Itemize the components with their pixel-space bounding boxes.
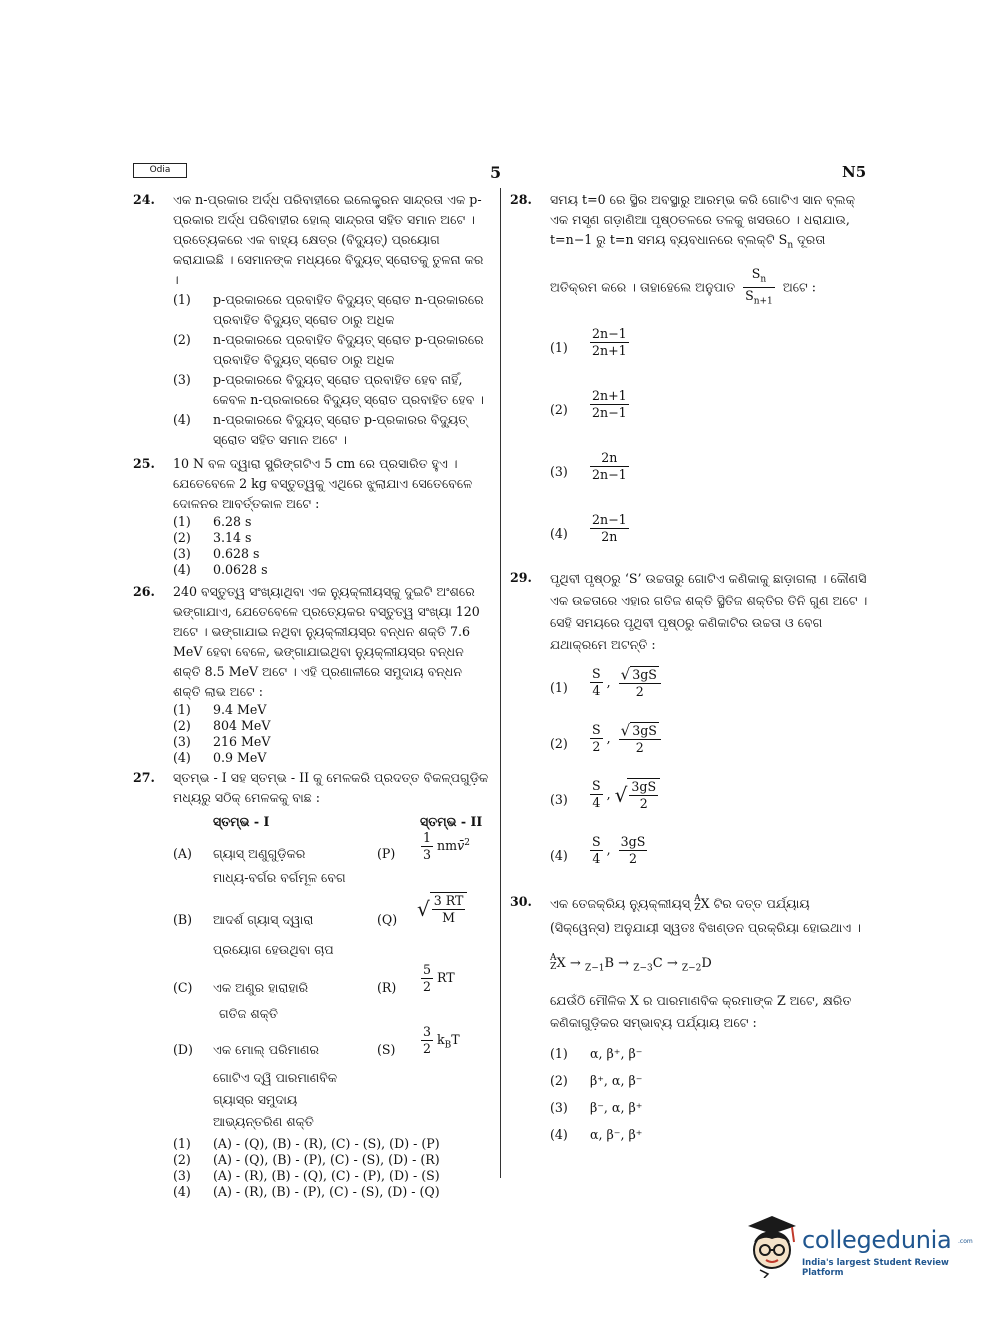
row-d-text-3: ଗ୍ୟାସ୍‌ର ସମୁଦାୟ xyxy=(213,1092,298,1107)
option-number: (2) xyxy=(550,401,568,417)
option[interactable] xyxy=(173,1136,493,1152)
stem-end-2: ଅଟେ : xyxy=(782,279,817,295)
option[interactable] xyxy=(173,514,493,530)
option-a-den: 4 xyxy=(592,795,601,811)
options-27 xyxy=(133,1136,493,1200)
options-25 xyxy=(133,514,493,578)
stem-text-2: ଟିର ଦତ୍ତ ପର୍ଯ୍ୟାୟ (ସିକ୍ୱେନ୍ସ) ଅନୁଯାୟୀ ସ୍ୱତଃ ବିଖଣ୍ଡନ ପ୍ରକ୍ରିୟା ହୋଇଥାଏ । xyxy=(550,895,861,935)
option[interactable] xyxy=(173,1152,493,1168)
option[interactable] xyxy=(173,718,493,734)
brand-name: collegedunia xyxy=(802,1226,952,1254)
chain-sub-1: Z−1 xyxy=(584,963,605,974)
chain-d: D xyxy=(701,955,712,971)
row-label-d: (D) xyxy=(173,1042,193,1057)
ratio-den-sub: n+1 xyxy=(753,296,773,307)
option-text: 0.628 s xyxy=(213,546,260,561)
question-stem xyxy=(550,190,870,256)
stem-text-2: ଅତିକ୍ରମ କରେ । ତାହାହେଲେ ଅନୁପାତ xyxy=(550,279,736,295)
option[interactable] xyxy=(173,562,493,578)
option-text: (A) - (R), (B) - (Q), (C) - (P), (D) - (S) xyxy=(213,1168,440,1183)
left-column xyxy=(133,190,493,1200)
option-b-num: 3gS xyxy=(620,833,646,849)
option-number: (2) xyxy=(173,332,191,347)
option[interactable] xyxy=(173,546,493,562)
formula-p-tail: nm xyxy=(437,838,458,853)
option-num: 2n−1 xyxy=(592,325,627,341)
decay-chain: A Z X → $_{Z-1}$B → $_{Z-3}$C → $_{Z-2}$D xyxy=(550,953,712,974)
option-text: β⁺, α, β⁻ xyxy=(590,1073,643,1089)
option[interactable] xyxy=(173,330,493,370)
formula-s-t: T xyxy=(451,1032,460,1047)
question-stem: ପୃଥିବୀ ପୃଷ୍ଠରୁ ‘S’ ଉଚ୍ଚତାରୁ ଗୋଟିଏ କଣିକାକୁ ଛାଡ଼ାଗଲା । କୌଣସି ଏକ ଉଚ୍ଚତାରେ ଏହାର ଗତିଜ ଶକ୍ତି ସ୍ଥିତିଜ ଶକ୍ତିର ତିନି ଗୁଣ ଅଟେ । ସେହି ସମୟରେ ପୃଥିବୀ ପୃଷ୍ଠରୁ କଣିକାଟିର ଉଚ୍ଚତା ଓ ବେଗ ଯଥାକ୍ରମେ ଅଟନ୍ତି : xyxy=(550,570,868,652)
option[interactable]: (1) $\frac{S}{4}$ , $\frac{√ 3gS}{2}$ xyxy=(550,666,870,722)
ratio-den: S xyxy=(745,288,754,304)
formula-r-tail: RT xyxy=(437,970,455,985)
option-number: (4) xyxy=(173,750,191,765)
mascot-icon xyxy=(742,1212,802,1278)
option-number: (3) xyxy=(550,1100,568,1116)
stem-sub: n xyxy=(787,240,794,251)
option-text: 0.9 MeV xyxy=(213,750,267,765)
column-1-heading: ସ୍ତମ୍ଭ - I xyxy=(213,814,270,829)
option-text: α, β⁻, β⁺ xyxy=(590,1127,643,1143)
formula-p-num: 1 xyxy=(423,830,432,845)
row-d-text-4: ଆଭ୍ୟନ୍ତରିଣ ଶକ୍ତି xyxy=(213,1114,314,1129)
option-num: 2n+1 xyxy=(592,387,627,403)
option-text: β⁻, α, β⁺ xyxy=(590,1100,643,1116)
option-b-num: 3gS xyxy=(632,666,657,682)
options-30 xyxy=(510,1040,870,1148)
row-b-text-2: ପ୍ରୟୋଗ ହେଉଥିବା ଚାପ xyxy=(213,942,334,957)
row-c-text-2: ଗତିଜ ଶକ୍ତି xyxy=(219,1006,279,1021)
ratio-num-sub: n xyxy=(760,274,767,285)
option-text: 6.28 s xyxy=(213,514,252,529)
option-number: (4) xyxy=(550,1127,568,1143)
option-text: 9.4 MeV xyxy=(213,702,267,717)
option-b-num: 3gS xyxy=(632,722,657,738)
option[interactable] xyxy=(550,1094,870,1121)
option-number: (4) xyxy=(550,525,568,541)
option-text: (A) - (Q), (B) - (P), (C) - (S), (D) - (R) xyxy=(213,1152,440,1167)
option[interactable] xyxy=(173,410,493,450)
option-text: α, β⁺, β⁻ xyxy=(590,1046,643,1062)
question-24 xyxy=(133,190,493,290)
question-stem: 240 ବସ୍ତୁତ୍ୱ ସଂଖ୍ୟାଥିବା ଏକ ନ୍ୟୁକ୍ଲୀୟସ୍‌କୁ ଦୁଇଟି ଅଂଶରେ ଭଙ୍ଗାଯାଏ, ଯେତେବେଳେ ପ୍ରତ୍ୟେକର ବସ୍ତୁତ୍ୱ ସଂଖ୍ୟା 120 ଅଟେ । ଭଙ୍ଗାଯାଇ ନଥିବା ନ୍ୟୁକ୍ଲୀୟସ୍‌ର ବନ୍ଧନ ଶକ୍ତି 7.6 MeV ହେବା ବେଳେ, ଭଙ୍ଗାଯାଇଥିବା ନ୍ୟୁକ୍ଲୀୟସ୍‌ର ବନ୍ଧନ ଶକ୍ତି 8.5 MeV ଅଟେ । ଏହି ପ୍ରଣାଳୀରେ ସମୁଦାୟ ବନ୍ଧନ ଶକ୍ତି ଲାଭ ଅଟେ : xyxy=(173,584,480,699)
option-text: p-ପ୍ରକାରରେ ପ୍ରବାହିତ ବିଦ୍ୟୁତ୍ ସ୍ରୋତ n-ପ୍ରକାରରେ ପ୍ରବାହିତ ବିଦ୍ୟୁତ୍ ସ୍ରୋତ ଠାରୁ ଅଧିକ xyxy=(213,292,484,327)
ratio-fraction xyxy=(743,266,775,310)
option[interactable]: (2) $\frac{S}{2}$ , $\frac{√ 3gS}{2}$ xyxy=(550,722,870,778)
match-label-s: (S) xyxy=(377,1042,396,1057)
option-number: (1) xyxy=(173,292,191,307)
option-text: p-ପ୍ରକାରରେ ବିଦ୍ୟୁତ୍ ସ୍ରୋତ ପ୍ରବାହିତ ହେବ ନାହିଁ, କେବଳ n-ପ୍ରକାରରେ ବିଦ୍ୟୁତ୍ ସ୍ରୋତ ପ୍ରବାହିତ ହେବ । xyxy=(213,372,485,407)
option-b-den: 2 xyxy=(635,739,644,755)
option-text: 3.14 s xyxy=(213,530,252,545)
option[interactable] xyxy=(550,1121,870,1148)
option-number: (2) xyxy=(173,1152,191,1167)
option-number: (3) xyxy=(550,463,568,479)
option-text: 0.0628 s xyxy=(213,562,268,577)
option-b-den: 2 xyxy=(629,850,638,866)
nuclide-mass: A xyxy=(694,894,701,905)
page-number: 5 xyxy=(490,163,502,182)
formula-s xyxy=(417,1024,460,1057)
option-number: (4) xyxy=(173,1184,191,1199)
formula-s-den: 2 xyxy=(423,1041,432,1056)
option[interactable] xyxy=(550,450,870,512)
option[interactable]: (4) $\frac{S}{4}$ , $\frac{3gS}{2}$ xyxy=(550,833,646,866)
option-a-num: S xyxy=(592,722,601,738)
option-number: (1) xyxy=(550,1046,568,1062)
options-24 xyxy=(133,290,493,450)
brand-tagline: India's largest Student Review Platform xyxy=(802,1258,949,1278)
option-number: (3) xyxy=(173,546,191,561)
option[interactable] xyxy=(550,388,870,450)
formula-q-den: M xyxy=(442,910,456,925)
option-text: 216 MeV xyxy=(213,734,271,749)
chain-x: X xyxy=(556,955,566,971)
option-number: (1) xyxy=(550,679,568,695)
option-text: (A) - (Q), (B) - (R), (C) - (S), (D) - (P) xyxy=(213,1136,440,1151)
option[interactable] xyxy=(173,702,493,718)
option-text: (A) - (R), (B) - (P), (C) - (S), (D) - (Q) xyxy=(213,1184,440,1199)
option-number: (3) xyxy=(550,791,568,807)
option-number: (1) xyxy=(550,339,568,355)
match-table xyxy=(133,810,493,1136)
option[interactable] xyxy=(550,1040,870,1067)
chain-mass: A xyxy=(550,953,557,964)
stem-text: ସମୟ t=0 ରେ ସ୍ଥିର ଅବସ୍ଥାରୁ ଆରମ୍ଭ କରି ଗୋଟିଏ ସାନ ବ୍ଲକ୍ ଏକ ମସୃଣ ଗଡ଼ାଣିଆ ପୃଷ୍ଠତଳରେ ତଳକୁ ଖସଉଠେ । ଧରାଯାଉ, t=n−1 ରୁ t=n ସମୟ ବ୍ୟବଧାନରେ ବ୍ଲକ୍‌ଟି S xyxy=(550,192,856,247)
option-den: 2n+1 xyxy=(592,342,627,358)
question-stem-2 xyxy=(550,266,870,310)
row-d-text: ଏକ ମୋଲ୍ ପରିମାଣର xyxy=(213,1042,320,1057)
option-a-den: 4 xyxy=(592,683,601,699)
row-label-a: (A) xyxy=(173,846,192,861)
option[interactable] xyxy=(550,1067,870,1094)
formula-q: √ $\frac{3 RT}{M}$ xyxy=(417,892,467,926)
option-a-num: S xyxy=(592,666,601,682)
question-stem: ଏକ n-ପ୍ରକାର ଅର୍ଦ୍ଧ ପରିବାହୀରେ ଇଲେକ୍ଟ୍ରନ ସାନ୍ଦ୍ରତା ଏକ p-ପ୍ରକାର ଅର୍ଦ୍ଧ ପରିବାହୀର ହୋଲ୍ ସାନ୍ଦ୍ରତା ସହିତ ସମାନ ଅଟେ । ପ୍ରତ୍ୟେକରେ ଏକ ବାହ୍ୟ କ୍ଷେତ୍ର (ବିଦ୍ୟୁତ୍) ପ୍ରୟୋଗ କରାଯାଇଛି । ସେମାନଙ୍କ ମଧ୍ୟରେ ବିଦ୍ୟୁତ୍ ସ୍ରୋତକୁ ତୁଳନା କର । xyxy=(173,192,484,287)
language-tag: Odia xyxy=(133,163,187,178)
option[interactable] xyxy=(173,750,493,766)
question-number: 26. xyxy=(133,584,155,599)
option-a-num: S xyxy=(592,778,601,794)
option-number: (3) xyxy=(173,372,191,387)
option[interactable] xyxy=(173,1184,493,1200)
option-num: 2n xyxy=(590,450,629,467)
option-den: 2n−1 xyxy=(592,404,627,420)
option-number: (1) xyxy=(173,514,191,529)
formula-s-sub: B xyxy=(444,1040,452,1051)
stem-text: ଏକ ତେଜକ୍ରିୟ ନ୍ୟୁକ୍ଲୀୟସ୍ xyxy=(550,895,691,911)
row-a-text-2: ମାଧ୍ୟ-ବର୍ଗର ବର୍ଗମୂଳ ବେଗ xyxy=(213,870,346,885)
row-label-c: (C) xyxy=(173,980,193,995)
option[interactable]: (3) $\frac{S}{4}$ , √ $\frac{3gS}{2}$ xyxy=(550,778,870,834)
formula-q-num: 3 RT xyxy=(433,893,464,908)
option-number: (3) xyxy=(173,1168,191,1183)
option-den: 2n−1 xyxy=(592,466,627,482)
option-text: n-ପ୍ରକାରରେ ବିଦ୍ୟୁତ୍ ସ୍ରୋତ p-ପ୍ରକାରର ବିଦ୍ୟୁତ୍ ସ୍ରୋତ ସହିତ ସମାନ ଅଟେ । xyxy=(213,412,468,447)
option-den: 2n xyxy=(601,528,618,544)
nuclide-symbol: X xyxy=(700,895,710,911)
option-number: (2) xyxy=(173,718,191,733)
column-divider xyxy=(500,188,501,1178)
collegedunia-logo xyxy=(742,1212,982,1282)
question-number: 25. xyxy=(133,456,155,471)
option-b-num: 3gS xyxy=(631,778,657,794)
row-label-b: (B) xyxy=(173,912,193,927)
column-2-heading: ସ୍ତମ୍ଭ - II xyxy=(420,814,483,829)
right-column xyxy=(510,190,870,1148)
chain-b: B xyxy=(604,955,615,971)
question-number: 24. xyxy=(133,192,155,207)
option-num: 2n−1 xyxy=(592,511,627,527)
question-number: 29. xyxy=(510,569,532,585)
option[interactable] xyxy=(173,370,493,410)
ratio-num: S xyxy=(751,265,761,281)
options-26 xyxy=(133,702,493,766)
option-b-den: 2 xyxy=(639,795,648,811)
option[interactable] xyxy=(173,290,493,330)
question-number: 30. xyxy=(510,893,532,909)
match-label-p: (P) xyxy=(377,846,396,861)
row-c-text: ଏକ ଅଣୁର ହାରାହାରି xyxy=(213,980,309,995)
option-number: (2) xyxy=(550,1073,568,1089)
option-number: (1) xyxy=(173,702,191,717)
question-number: 27. xyxy=(133,770,155,785)
stem-end: ଦୂରତା xyxy=(793,232,826,247)
row-a-text: ଗ୍ୟାସ୍ ଅଣୁଗୁଡ଼ିକର xyxy=(213,846,306,861)
option[interactable] xyxy=(550,512,870,564)
question-26 xyxy=(133,582,493,702)
chain-sub-3: Z−2 xyxy=(681,963,702,974)
option-a-den: 4 xyxy=(592,850,601,866)
match-label-q: (Q) xyxy=(377,912,398,927)
question-stem: ସ୍ତମ୍ଭ - I ସହ ସ୍ତମ୍ଭ - II କୁ ମେଳକରି ପ୍ରଦତ୍ତ ବିକଳ୍ପଗୁଡ଼ିକ ମଧ୍ୟରୁ ସଠିକ୍ ମେଳକକୁ ବାଛ : xyxy=(173,770,489,805)
chain-atomic: Z xyxy=(550,962,557,973)
option-number: (4) xyxy=(173,562,191,577)
question-29 xyxy=(510,568,870,656)
option-text: n-ପ୍ରକାରରେ ପ୍ରବାହିତ ବିଦ୍ୟୁତ୍ ସ୍ରୋତ p-ପ୍ରକାରରେ ପ୍ରବାହିତ ବିଦ୍ୟୁତ୍ ସ୍ରୋତ ଠାରୁ ଅଧିକ xyxy=(213,332,484,367)
question-28 xyxy=(510,190,870,310)
option-number: (4) xyxy=(173,412,191,427)
option-number: (2) xyxy=(550,735,568,751)
row-b-text: ଆଦର୍ଶ ଗ୍ୟାସ୍ ଦ୍ୱାରା xyxy=(213,912,314,927)
option[interactable] xyxy=(550,326,870,388)
question-stem xyxy=(550,892,870,940)
options-29 xyxy=(510,666,870,890)
option-number: (4) xyxy=(550,847,568,863)
nuclide-atomic: Z xyxy=(694,903,701,914)
option-number: (1) xyxy=(173,1136,191,1151)
option-number: (3) xyxy=(173,734,191,749)
question-30 xyxy=(510,892,870,1035)
option[interactable] xyxy=(173,734,493,750)
option-a-den: 2 xyxy=(592,739,601,755)
question-stem-3: ଯେଉଁଠି ମୌଳିକ X ର ପାରମାଣବିକ କ୍ରମାଙ୍କ Z ଅଟେ, କ୍ଷରିତ କଣିକାଗୁଡ଼ିକର ସମ୍ଭାବ୍ୟ ପର୍ଯ୍ୟାୟ ଅଟେ : xyxy=(550,993,852,1031)
formula-s-num: 3 xyxy=(423,1024,432,1039)
chain-c: C xyxy=(652,955,663,971)
formula-p: $\frac{1}{3}$ nmv̄$^2$ xyxy=(423,830,470,862)
formula-s-tail: k xyxy=(437,1032,445,1047)
option-b-den: 2 xyxy=(635,683,644,699)
question-27 xyxy=(133,768,493,808)
option[interactable] xyxy=(173,1168,493,1184)
option-a-num: S xyxy=(592,833,601,849)
formula-r xyxy=(417,962,455,995)
brand-domain: .com xyxy=(958,1238,973,1245)
match-label-r: (R) xyxy=(377,980,397,995)
question-stem: 10 N ବଳ ଦ୍ୱାରା ସ୍ପ୍ରିଙ୍ଗଟିଏ 5 cm ରେ ପ୍ରସାରିତ ହୁଏ । ଯେତେବେଳେ 2 kg ବସ୍ତୁତ୍ୱକୁ ଏଥିରେ ଝୁଲାଯାଏ ସେତେବେଳେ ଦୋଳନର ଆବର୍ତ୍ତକାଳ ଅଟେ : xyxy=(173,456,473,511)
option[interactable] xyxy=(173,530,493,546)
option-number: (2) xyxy=(173,530,191,545)
formula-p-den: 3 xyxy=(423,847,432,862)
question-number: 28. xyxy=(510,192,532,207)
question-25 xyxy=(133,454,493,514)
row-d-text-2: ଗୋଟିଏ ଦ୍ୱି ପାରମାଣବିକ xyxy=(213,1070,338,1085)
chain-sub-2: Z−3 xyxy=(633,963,653,974)
formula-r-den: 2 xyxy=(423,979,432,994)
option-text: 804 MeV xyxy=(213,718,271,733)
formula-r-num: 5 xyxy=(423,962,432,977)
paper-code: N5 xyxy=(842,163,867,181)
options-28 xyxy=(510,326,870,564)
